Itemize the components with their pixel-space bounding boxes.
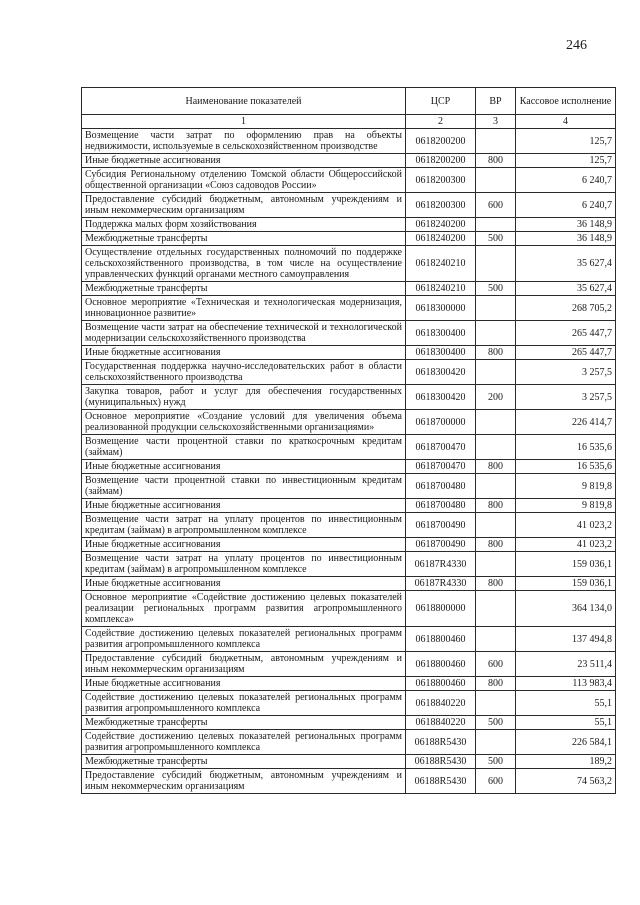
cell-name: Иные бюджетные ассигнования [82, 538, 406, 552]
cell-name: Поддержка малых форм хозяйствования [82, 218, 406, 232]
table-row [82, 296, 616, 321]
table-row [82, 232, 616, 246]
table-body [82, 129, 616, 794]
cell-vr: 500 [476, 282, 516, 296]
table-row [82, 410, 616, 435]
header-name: Наименование показателей [82, 88, 406, 115]
cell-sum: 36 148,9 [516, 218, 616, 232]
cell-csr: 0618700490 [406, 538, 476, 552]
table-row [82, 591, 616, 627]
table-row [82, 755, 616, 769]
table-row [82, 513, 616, 538]
table-row [82, 385, 616, 410]
cell-vr: 800 [476, 577, 516, 591]
cell-name: Межбюджетные трансферты [82, 716, 406, 730]
cell-name: Возмещение части затрат на обеспечение технической и технологической модернизации сельскохозяйственного производства [82, 321, 406, 346]
table-row [82, 360, 616, 385]
cell-vr: 800 [476, 538, 516, 552]
cell-sum: 36 148,9 [516, 232, 616, 246]
cell-vr: 600 [476, 652, 516, 677]
table-row [82, 193, 616, 218]
cell-sum: 55,1 [516, 691, 616, 716]
cell-vr [476, 321, 516, 346]
cell-name: Предоставление субсидий бюджетным, автономным учреждениям и иным некоммерческим организациям [82, 193, 406, 218]
cell-csr: 0618700000 [406, 410, 476, 435]
cell-csr: 0618300420 [406, 360, 476, 385]
cell-csr: 0618800460 [406, 677, 476, 691]
cell-csr: 0618700470 [406, 460, 476, 474]
cell-csr: 0618300000 [406, 296, 476, 321]
cell-sum: 35 627,4 [516, 246, 616, 282]
cell-vr: 500 [476, 755, 516, 769]
cell-sum: 268 705,2 [516, 296, 616, 321]
cell-name: Иные бюджетные ассигнования [82, 460, 406, 474]
cell-csr: 0618840220 [406, 691, 476, 716]
table-index-row [82, 115, 616, 129]
table-row [82, 282, 616, 296]
cell-csr: 0618700480 [406, 474, 476, 499]
table-row [82, 474, 616, 499]
cell-name: Возмещение части затрат на уплату процентов по инвестиционным кредитам (займам) в агропромышленном комплексе [82, 513, 406, 538]
cell-sum: 16 535,6 [516, 460, 616, 474]
table-row [82, 730, 616, 755]
cell-sum: 3 257,5 [516, 360, 616, 385]
cell-sum: 55,1 [516, 716, 616, 730]
table-row [82, 346, 616, 360]
cell-sum: 16 535,6 [516, 435, 616, 460]
table-row [82, 129, 616, 154]
cell-csr: 0618200200 [406, 129, 476, 154]
cell-name: Межбюджетные трансферты [82, 755, 406, 769]
cell-vr [476, 552, 516, 577]
cell-name: Основное мероприятие «Содействие достижению целевых показателей реализации региональных программ развития агропромышленного комплекса» [82, 591, 406, 627]
cell-vr [476, 435, 516, 460]
table-header-row [82, 88, 616, 115]
cell-name: Иные бюджетные ассигнования [82, 499, 406, 513]
cell-sum: 137 494,8 [516, 627, 616, 652]
cell-name: Возмещение части процентной ставки по инвестиционным кредитам (займам) [82, 474, 406, 499]
cell-csr: 0618300420 [406, 385, 476, 410]
table-row [82, 435, 616, 460]
table-row [82, 691, 616, 716]
cell-vr [476, 691, 516, 716]
table-row [82, 154, 616, 168]
cell-csr: 06187R4330 [406, 577, 476, 591]
cell-sum: 159 036,1 [516, 577, 616, 591]
table-row [82, 218, 616, 232]
index-cell: 3 [476, 115, 516, 129]
cell-csr: 0618800460 [406, 627, 476, 652]
cell-sum: 265 447,7 [516, 346, 616, 360]
cell-sum: 364 134,0 [516, 591, 616, 627]
table-row [82, 460, 616, 474]
cell-name: Государственная поддержка научно-исследовательских работ в области сельскохозяйственного производства [82, 360, 406, 385]
cell-vr [476, 129, 516, 154]
cell-sum: 265 447,7 [516, 321, 616, 346]
cell-name: Основное мероприятие «Техническая и технологическая модернизация, инновационное развитие» [82, 296, 406, 321]
cell-name: Субсидия Региональному отделению Томской области Общероссийской общественной организации «Союз садоводов России» [82, 168, 406, 193]
cell-vr [476, 168, 516, 193]
cell-vr: 200 [476, 385, 516, 410]
cell-csr: 06187R4330 [406, 552, 476, 577]
cell-csr: 0618200200 [406, 154, 476, 168]
header-vr: ВР [476, 88, 516, 115]
cell-csr: 0618240200 [406, 232, 476, 246]
cell-name: Содействие достижению целевых показателей региональных программ развития агропромышленного комплекса [82, 627, 406, 652]
cell-csr: 0618240200 [406, 218, 476, 232]
cell-vr: 800 [476, 677, 516, 691]
cell-csr: 0618240210 [406, 282, 476, 296]
cell-sum: 6 240,7 [516, 193, 616, 218]
cell-vr [476, 296, 516, 321]
cell-vr: 800 [476, 346, 516, 360]
cell-sum: 41 023,2 [516, 513, 616, 538]
cell-name: Возмещение части затрат по оформлению прав на объекты недвижимости, используемые в сельскохозяйственном производстве [82, 129, 406, 154]
cell-csr: 0618300400 [406, 346, 476, 360]
cell-csr: 06188R5430 [406, 755, 476, 769]
cell-vr: 800 [476, 460, 516, 474]
cell-name: Иные бюджетные ассигнования [82, 154, 406, 168]
cell-sum: 226 414,7 [516, 410, 616, 435]
cell-sum: 74 563,2 [516, 769, 616, 794]
cell-vr [476, 218, 516, 232]
cell-vr: 500 [476, 232, 516, 246]
cell-name: Возмещение части затрат на уплату процентов по инвестиционным кредитам (займам) в агропромышленном комплексе [82, 552, 406, 577]
cell-vr [476, 246, 516, 282]
index-cell: 1 [82, 115, 406, 129]
table-row [82, 627, 616, 652]
cell-sum: 113 983,4 [516, 677, 616, 691]
cell-csr: 0618700490 [406, 513, 476, 538]
cell-name: Иные бюджетные ассигнования [82, 677, 406, 691]
cell-csr: 0618840220 [406, 716, 476, 730]
cell-name: Возмещение части процентной ставки по краткосрочным кредитам (займам) [82, 435, 406, 460]
cell-vr [476, 474, 516, 499]
cell-sum: 23 511,4 [516, 652, 616, 677]
cell-sum: 41 023,2 [516, 538, 616, 552]
cell-csr: 0618800000 [406, 591, 476, 627]
cell-name: Содействие достижению целевых показателей региональных программ развития агропромышленного комплекса [82, 691, 406, 716]
table-row [82, 499, 616, 513]
cell-vr [476, 360, 516, 385]
cell-csr: 0618700480 [406, 499, 476, 513]
cell-sum: 226 584,1 [516, 730, 616, 755]
cell-vr [476, 410, 516, 435]
cell-vr [476, 513, 516, 538]
table-row [82, 652, 616, 677]
cell-sum: 3 257,5 [516, 385, 616, 410]
header-sum: Кассовое исполнение [516, 88, 616, 115]
table-row [82, 168, 616, 193]
cell-sum: 35 627,4 [516, 282, 616, 296]
cell-csr: 0618700470 [406, 435, 476, 460]
table-row [82, 538, 616, 552]
cell-name: Осуществление отдельных государственных полномочий по поддержке сельскохозяйственного производства, в том числе на осуществление управленческих функций органами местного самоуправления [82, 246, 406, 282]
cell-vr: 800 [476, 499, 516, 513]
cell-csr: 0618200300 [406, 193, 476, 218]
cell-csr: 06188R5430 [406, 730, 476, 755]
cell-name: Закупка товаров, работ и услуг для обеспечения государственных (муниципальных) нужд [82, 385, 406, 410]
index-cell: 4 [516, 115, 616, 129]
cell-csr: 06188R5430 [406, 769, 476, 794]
cell-sum: 9 819,8 [516, 499, 616, 513]
cell-sum: 189,2 [516, 755, 616, 769]
table-row [82, 246, 616, 282]
table-row [82, 321, 616, 346]
cell-sum: 125,7 [516, 129, 616, 154]
cell-vr: 800 [476, 154, 516, 168]
header-csr: ЦСР [406, 88, 476, 115]
cell-vr [476, 730, 516, 755]
table-row [82, 769, 616, 794]
cell-csr: 0618300400 [406, 321, 476, 346]
cell-name: Иные бюджетные ассигнования [82, 346, 406, 360]
index-cell: 2 [406, 115, 476, 129]
cell-vr: 600 [476, 769, 516, 794]
cell-name: Предоставление субсидий бюджетным, автономным учреждениям и иным некоммерческим организациям [82, 769, 406, 794]
cell-vr: 500 [476, 716, 516, 730]
table-row [82, 577, 616, 591]
cell-vr: 600 [476, 193, 516, 218]
cell-sum: 9 819,8 [516, 474, 616, 499]
table-row [82, 552, 616, 577]
cell-sum: 125,7 [516, 154, 616, 168]
cell-csr: 0618240210 [406, 246, 476, 282]
cell-name: Предоставление субсидий бюджетным, автономным учреждениям и иным некоммерческим организациям [82, 652, 406, 677]
cell-name: Содействие достижению целевых показателей региональных программ развития агропромышленного комплекса [82, 730, 406, 755]
page-number: 246 [566, 38, 587, 53]
cell-sum: 6 240,7 [516, 168, 616, 193]
budget-table [81, 87, 616, 794]
table-row [82, 716, 616, 730]
cell-vr [476, 591, 516, 627]
table-row [82, 677, 616, 691]
cell-vr [476, 627, 516, 652]
cell-name: Межбюджетные трансферты [82, 282, 406, 296]
cell-sum: 159 036,1 [516, 552, 616, 577]
cell-csr: 0618800460 [406, 652, 476, 677]
cell-name: Межбюджетные трансферты [82, 232, 406, 246]
cell-name: Иные бюджетные ассигнования [82, 577, 406, 591]
cell-csr: 0618200300 [406, 168, 476, 193]
cell-name: Основное мероприятие «Создание условий для увеличения объема реализованной продукции сельскохозяйственными организациями» [82, 410, 406, 435]
